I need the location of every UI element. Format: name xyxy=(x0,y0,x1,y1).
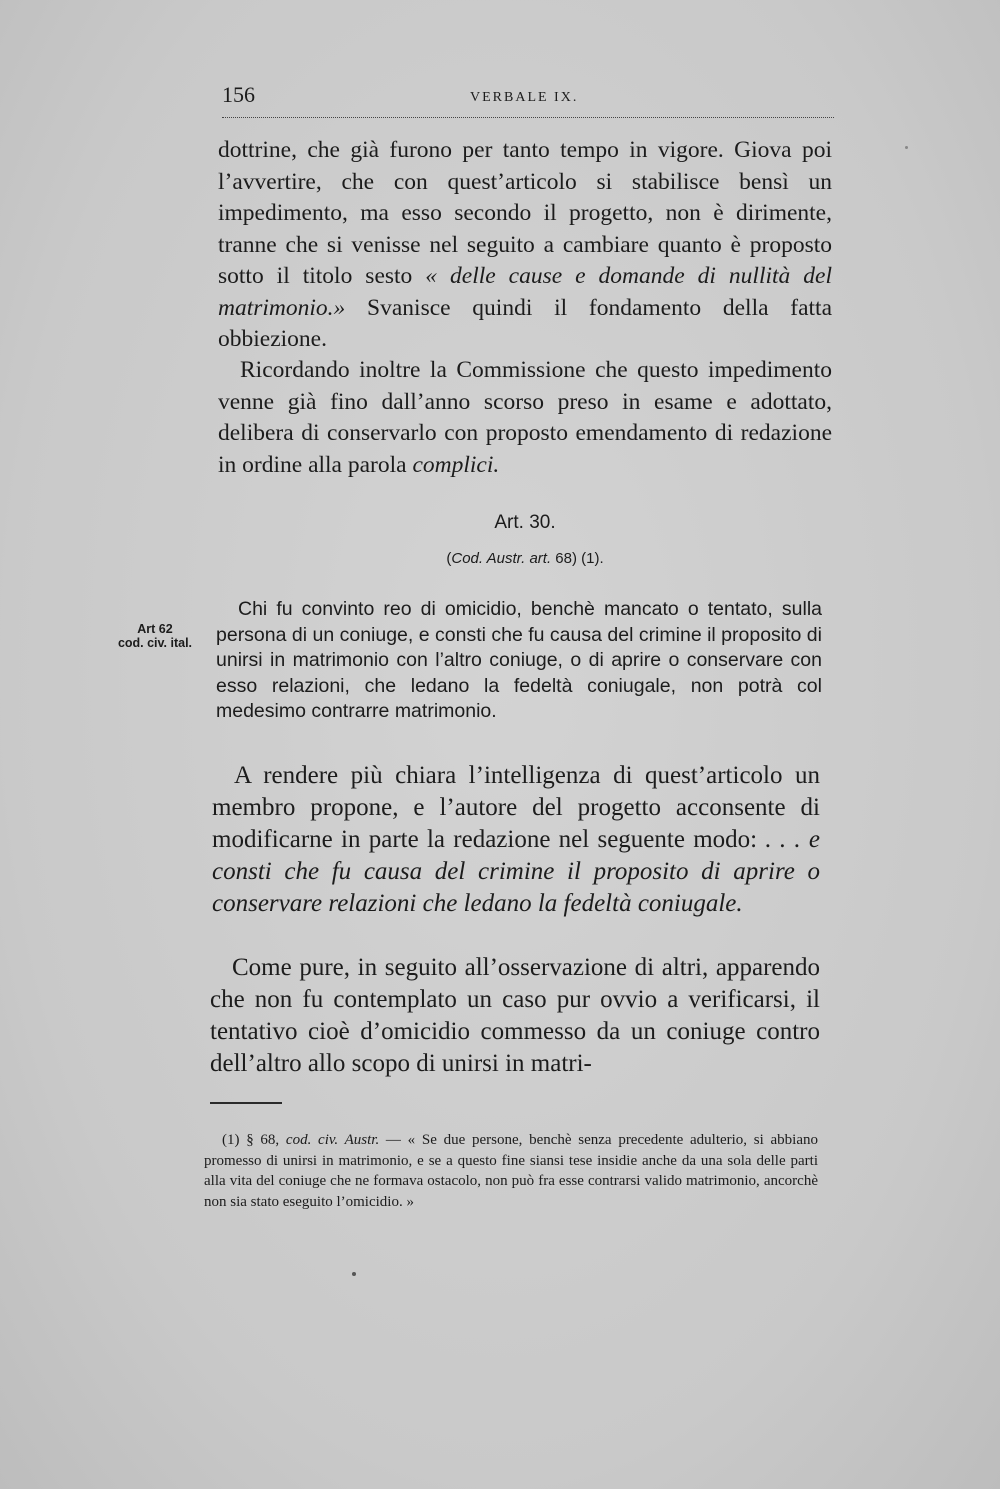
article-text xyxy=(216,597,822,725)
running-head: VERBALE IX. xyxy=(470,90,579,105)
paragraph-3-italic: . . . e consti che fu causa del crimine il proposito di aprire o conservare relazioni che ledano la fedeltà coniugale. xyxy=(212,826,821,917)
page-number: 156 xyxy=(222,82,255,107)
margin-note xyxy=(100,622,210,650)
margin-note-line-1: Art 62 xyxy=(137,622,173,636)
footnote-text: — « Se due persone, benchè senza precedente adulterio, si abbiano promesso di unirsi in matrimonio, e se a questo fine siansi tese insidie anche da una sola delle parti alla vita del coniuge che ne formava ostacolo, non può fra esse contrarsi valido matrimonio, ancorchè non sia stato eseguito l’omicidio. » xyxy=(204,1132,818,1210)
footnote-mark: (1) § 68, xyxy=(222,1132,286,1148)
paragraph-3 xyxy=(212,760,820,920)
article-reference-close: 68) (1). xyxy=(551,550,604,567)
paragraph-1 xyxy=(218,135,832,356)
paragraph-1-italic: « delle cause e domande di nullità del matrimonio.» xyxy=(218,263,832,321)
header-rule xyxy=(222,117,834,118)
article-text-body: Chi fu convinto reo di omicidio, benchè mancato o tentato, sulla persona di un coniuge, e consti che fu causa del crimine il proposito di unirsi in matrimonio con l’altro coniuge, o di aprire o conservare con esso relazioni, che ledano la fedeltà coniugale, non potrà col medesimo contrarre matrimonio. xyxy=(216,598,822,722)
paragraph-1-text-b: Svanisce quindi il fondamento della fatta obbiezione. xyxy=(218,294,832,352)
footnote-source: cod. civ. Austr. xyxy=(285,1132,380,1148)
article-reference-open: ( xyxy=(446,550,452,567)
paragraph-3-text: A rendere più chiara l’intelligenza di quest’articolo un membro propone, e l’autore del progetto acconsente di modificarne in parte la redazione nel seguente modo: xyxy=(212,762,820,853)
page-header xyxy=(222,82,832,112)
ink-speck xyxy=(352,1272,356,1276)
paragraph-4-text: Come pure, in seguito all’osservazione di altri, apparendo che non fu contemplato un caso pur ovvio a verificarsi, il tentativo cioè d’omicidio commesso da un coniuge contro dell’altro allo scopo di unirsi in matri- xyxy=(210,954,820,1077)
margin-note-line-2: cod. civ. ital. xyxy=(117,636,193,650)
paragraph-1-text-a: dottrine, che già furono per tanto tempo in vigore. Giova poi l’avvertire, che con quest’articolo si stabilisce bensì un impedimento, ma esso secondo il progetto, non è dirimente, tranne che si venisse nel seguito a cambiare quanto è proposto sotto il titolo sesto xyxy=(218,137,832,289)
article-reference-source: Cod. Austr. art. xyxy=(451,550,552,567)
footnote xyxy=(204,1130,818,1212)
article-reference xyxy=(218,550,832,567)
ink-speck xyxy=(905,146,908,149)
paragraph-2 xyxy=(218,355,832,481)
paragraph-2-text: Ricordando inoltre la Commissione che questo impedimento venne già fino dall’anno scorso preso in esame e adottato, delibera di conservarlo con proposto emendamento di redazione in ordine alla parola xyxy=(218,357,832,478)
paragraph-4 xyxy=(210,952,820,1080)
footnote-rule xyxy=(210,1102,282,1104)
article-title: Art. 30. xyxy=(494,512,556,533)
paragraph-2-italic: complici. xyxy=(412,451,500,478)
